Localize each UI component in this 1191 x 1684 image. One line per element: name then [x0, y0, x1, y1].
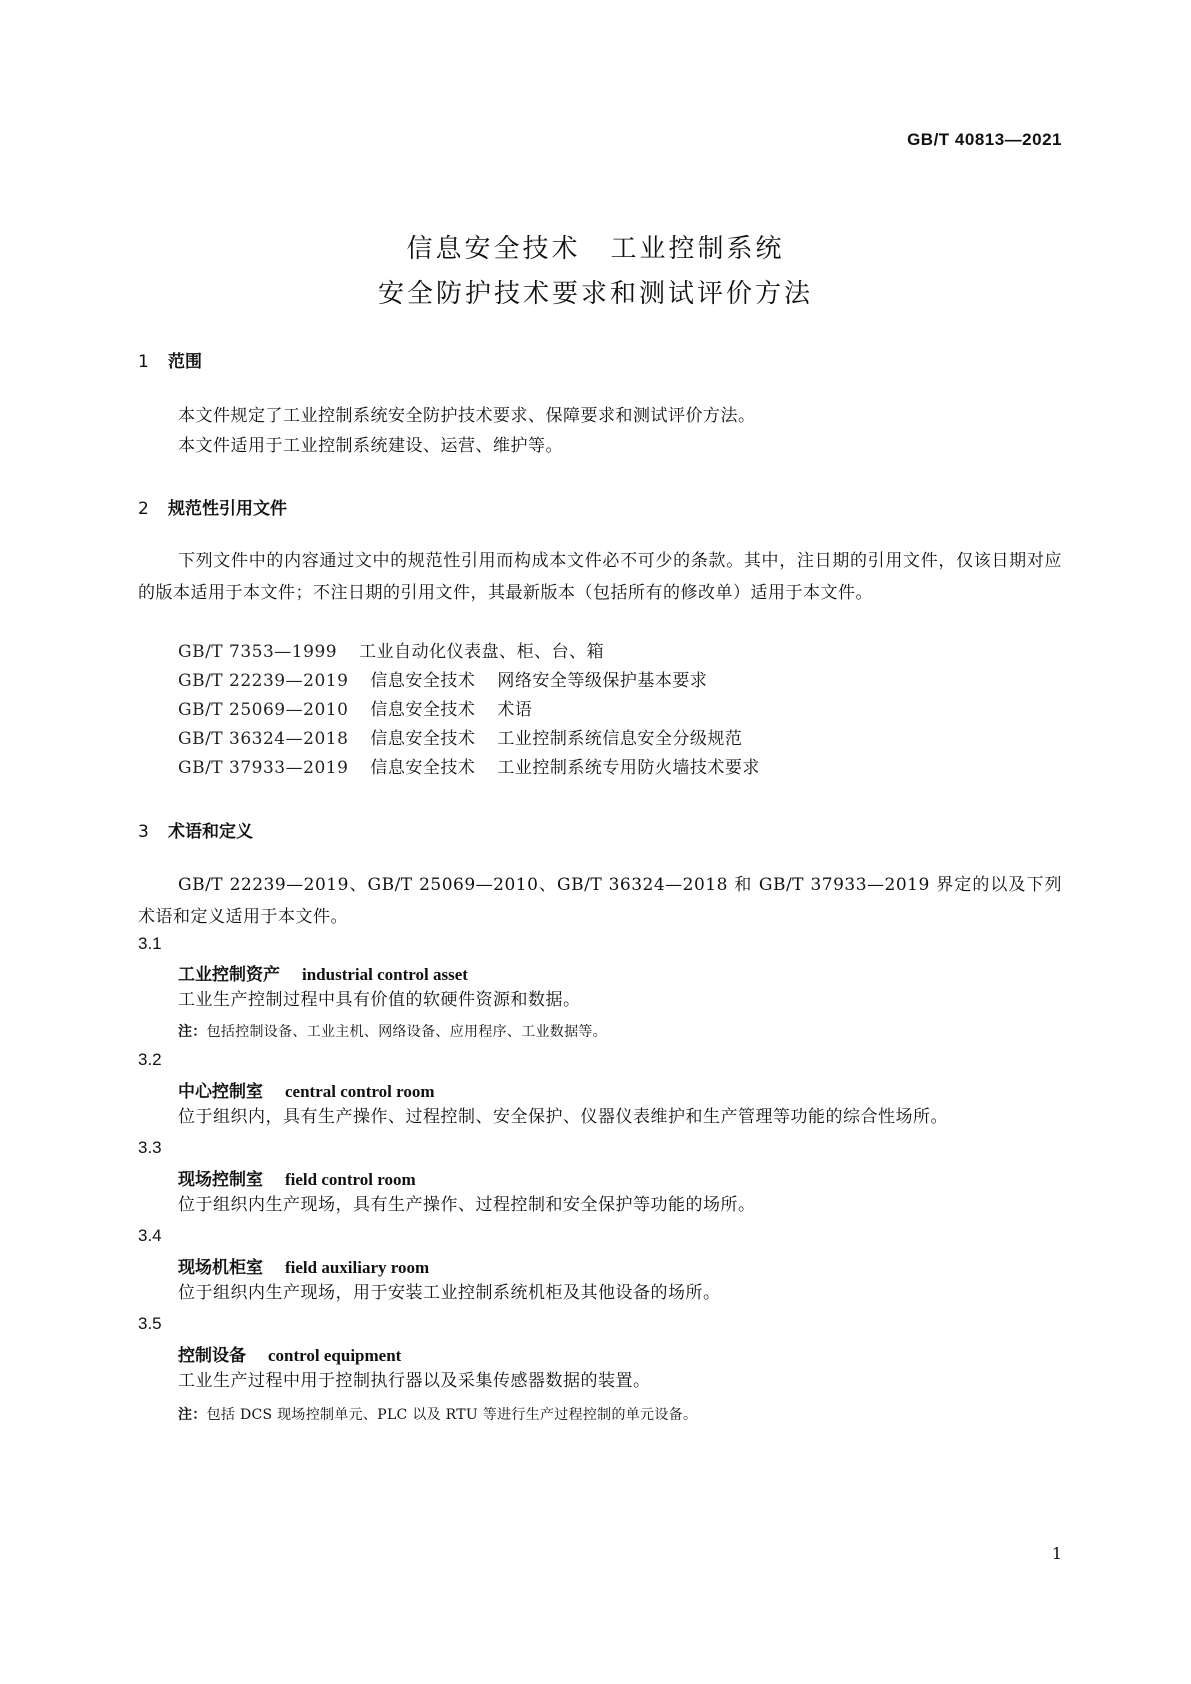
- reference-item: [178, 752, 760, 784]
- title-part-a: 信息安全技术: [406, 234, 581, 264]
- term-definition: 工业生产控制过程中具有价值的软硬件资源和数据。: [178, 990, 581, 1010]
- term-heading: [178, 1341, 401, 1366]
- section-heading-terms-definitions: [138, 817, 253, 842]
- note-label: 注：: [178, 1024, 207, 1040]
- page-number: 1: [1051, 1544, 1062, 1563]
- reference-title: 信息安全技术: [370, 700, 476, 720]
- note-text: 包括 DCS 现场控制单元、PLC 以及 RTU 等进行生产过程控制的单元设备。: [206, 1407, 698, 1423]
- section-heading-normative-references: [138, 494, 287, 519]
- term-note: [178, 1404, 697, 1424]
- term-heading: [178, 960, 468, 985]
- term-definition: 位于组织内，具有生产操作、过程控制、安全保护、仪器仪表维护和生产管理等功能的综合性场所。: [178, 1107, 948, 1127]
- reference-code: GB/T 37933—2019: [178, 758, 349, 778]
- reference-subtitle: 网络安全等级保护基本要求: [497, 671, 708, 691]
- reference-title: 信息安全技术: [370, 729, 476, 749]
- reference-item: [178, 665, 707, 697]
- term-number: 3.5: [138, 1314, 162, 1333]
- term-zh: 现场机柜室: [178, 1258, 263, 1278]
- term-note: [178, 1021, 607, 1041]
- section-title: 术语和定义: [168, 822, 253, 842]
- term-number: 3.3: [138, 1138, 162, 1157]
- reference-item: [178, 723, 742, 755]
- terms-intro: GB/T 22239—2019、GB/T 25069—2010、GB/T 36324—2018 和 GB/T 37933—2019 界定的以及下列术语和定义适用于本文件。: [138, 875, 1062, 927]
- term-definition: 工业生产过程中用于控制执行器以及采集传感器数据的装置。: [178, 1371, 651, 1391]
- reference-title: 信息安全技术: [370, 671, 476, 691]
- reference-subtitle: 工业控制系统专用防火墙技术要求: [497, 758, 760, 778]
- reference-code: GB/T 25069—2010: [178, 700, 349, 720]
- title-part-b: 工业控制系统: [610, 234, 785, 264]
- term-definition: 位于组织内生产现场，具有生产操作、过程控制和安全保护等功能的场所。: [178, 1195, 756, 1215]
- reference-title: 信息安全技术: [370, 758, 476, 778]
- reference-subtitle: 术语: [497, 700, 533, 720]
- section-number: 3: [138, 822, 149, 842]
- term-en: field auxiliary room: [285, 1258, 430, 1277]
- term-en: central control room: [285, 1082, 435, 1101]
- reference-code: GB/T 7353—1999: [178, 642, 338, 662]
- reference-item: [178, 636, 604, 668]
- term-zh: 工业控制资产: [178, 965, 280, 985]
- document-title-line1: [0, 228, 1191, 265]
- reference-code: GB/T 22239—2019: [178, 671, 349, 691]
- term-heading: [178, 1253, 429, 1278]
- reference-subtitle: 工业控制系统信息安全分级规范: [497, 729, 743, 749]
- term-number: 3.4: [138, 1226, 162, 1245]
- reference-code: GB/T 36324—2018: [178, 729, 349, 749]
- scope-paragraph-1: 本文件规定了工业控制系统安全防护技术要求、保障要求和测试评价方法。: [178, 406, 756, 426]
- reference-title: 工业自动化仪表盘、柜、台、箱: [359, 642, 605, 662]
- term-en: field control room: [285, 1170, 416, 1189]
- document-title-line2: 安全防护技术要求和测试评价方法: [377, 279, 813, 309]
- term-heading: [178, 1165, 416, 1190]
- section-title: 规范性引用文件: [168, 499, 287, 519]
- references-intro: 下列文件中的内容通过文中的规范性引用而构成本文件必不可少的条款。其中，注日期的引用文件，仅该日期对应的版本适用于本文件；不注日期的引用文件，其最新版本（包括所有的修改单）适用于本文件。: [138, 551, 1062, 603]
- reference-item: [178, 694, 532, 726]
- term-zh: 中心控制室: [178, 1082, 263, 1102]
- term-definition: 位于组织内生产现场，用于安装工业控制系统机柜及其他设备的场所。: [178, 1283, 721, 1303]
- section-number: 1: [138, 352, 149, 372]
- section-title: 范围: [168, 352, 202, 372]
- section-number: 2: [138, 499, 149, 519]
- term-zh: 现场控制室: [178, 1170, 263, 1190]
- note-text: 包括控制设备、工业主机、网络设备、应用程序、工业数据等。: [206, 1024, 608, 1040]
- term-heading: [178, 1077, 435, 1102]
- note-label: 注：: [178, 1407, 207, 1423]
- term-zh: 控制设备: [178, 1346, 246, 1366]
- term-en: control equipment: [268, 1346, 402, 1365]
- term-number: 3.1: [138, 934, 162, 953]
- section-heading-scope: [138, 347, 202, 372]
- scope-paragraph-2: 本文件适用于工业控制系统建设、运营、维护等。: [178, 436, 563, 456]
- standard-code: GB/T 40813—2021: [907, 130, 1062, 149]
- term-en: industrial control asset: [302, 965, 468, 984]
- term-number: 3.2: [138, 1050, 162, 1069]
